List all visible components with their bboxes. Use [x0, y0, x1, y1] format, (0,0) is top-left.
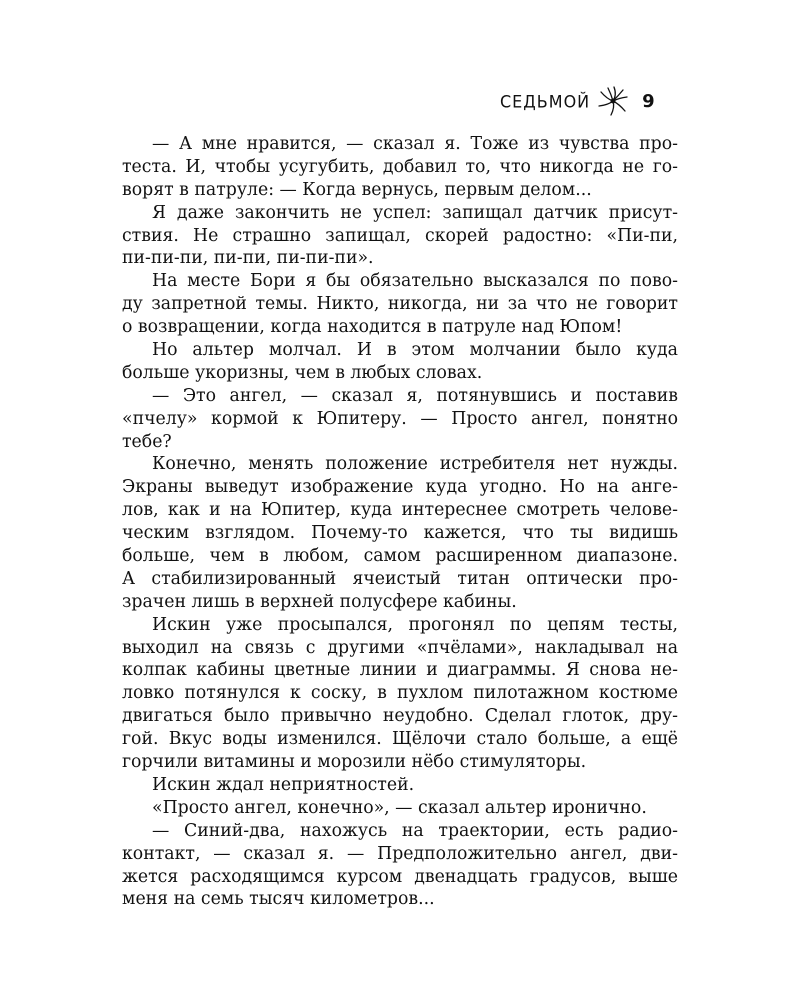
text-line: горчили витамины и морозили нёбо стимуляторы.: [122, 752, 587, 773]
text-line: ствия. Не страшно запищал, скорей радостно: «Пи-пи,: [122, 225, 678, 246]
text-line: — Синий-два, нахожусь на траектории, есть радио-: [152, 820, 678, 841]
text-line: Экраны выведут изображение куда угодно. Но на анге-: [122, 477, 678, 498]
text-line: ловко потянулся к соску, в пухлом пилотажном костюме: [122, 683, 678, 704]
page-number: 9: [642, 90, 655, 112]
text-line: Я даже закончить не успел: запищал датчик присут-: [152, 202, 678, 223]
text-line: гой. Вкус воды изменился. Щёлочи стало больше, а ещё: [122, 729, 678, 750]
text-line: ворят в патруле: — Когда вернусь, первым делом...: [122, 179, 592, 200]
text-line: Искин уже просыпался, прогонял по цепям тесты,: [152, 614, 678, 635]
text-line: ческим взглядом. Почему-то кажется, что ты видишь: [122, 523, 678, 544]
text-line: Конечно, менять положение истребителя нет нужды.: [152, 454, 678, 475]
text-line: тебе?: [122, 431, 172, 452]
chapter-title: СЕДЬМОЙ: [500, 91, 591, 111]
text-line: зрачен лишь в верхней полусфере кабины.: [122, 591, 517, 612]
text-line: теста. И, чтобы усугубить, добавил то, что никогда не го-: [122, 156, 678, 177]
text-line: «Просто ангел, конечно», — сказал альтер иронично.: [152, 797, 647, 818]
text-line: ду запретной темы. Никто, никогда, ни за что не говорит: [122, 294, 678, 315]
text-line: На месте Бори я бы обязательно высказался по пово-: [152, 271, 678, 292]
text-line: о возвращении, когда находится в патруле над Юпом!: [122, 317, 623, 338]
text-line: больше, чем в любом, самом расширенном диапазоне.: [122, 546, 678, 567]
text-line: лов, как и на Юпитер, куда интереснее смотреть челове-: [122, 500, 678, 521]
text-line: больше укоризны, чем в любых словах.: [122, 362, 483, 383]
text-line: жется расходящимся курсом двенадцать градусов, выше: [122, 866, 678, 887]
text-line: контакт, — сказал я. — Предположительно ангел, дви-: [122, 843, 678, 864]
text-line: А стабилизированный ячеистый титан оптически про-: [122, 568, 678, 589]
text-line: Искин ждал неприятностей.: [152, 774, 415, 795]
spiral-star-icon: [598, 86, 628, 116]
text-line: «пчелу» кормой к Юпитеру. — Просто ангел, понятно: [122, 408, 678, 429]
text-line: Но альтер молчал. И в этом молчании было куда: [152, 340, 678, 361]
text-line: пи-пи-пи, пи-пи, пи-пи-пи».: [122, 248, 374, 269]
text-line: двигаться было привычно неудобно. Сделал глоток, дру-: [122, 706, 678, 727]
text-line: — Это ангел, — сказал я, потянувшись и поставив: [152, 385, 678, 406]
body-text: [122, 133, 678, 911]
text-line: меня на семь тысяч километров...: [122, 889, 435, 910]
text-line: колпак кабины цветные линии и диаграммы. Я снова не-: [122, 660, 678, 681]
text-line: выходил на связь с другими «пчёлами», накладывал на: [122, 637, 678, 658]
text-line: — А мне нравится, — сказал я. Тоже из чувства про-: [152, 134, 678, 154]
running-head: [500, 86, 655, 116]
